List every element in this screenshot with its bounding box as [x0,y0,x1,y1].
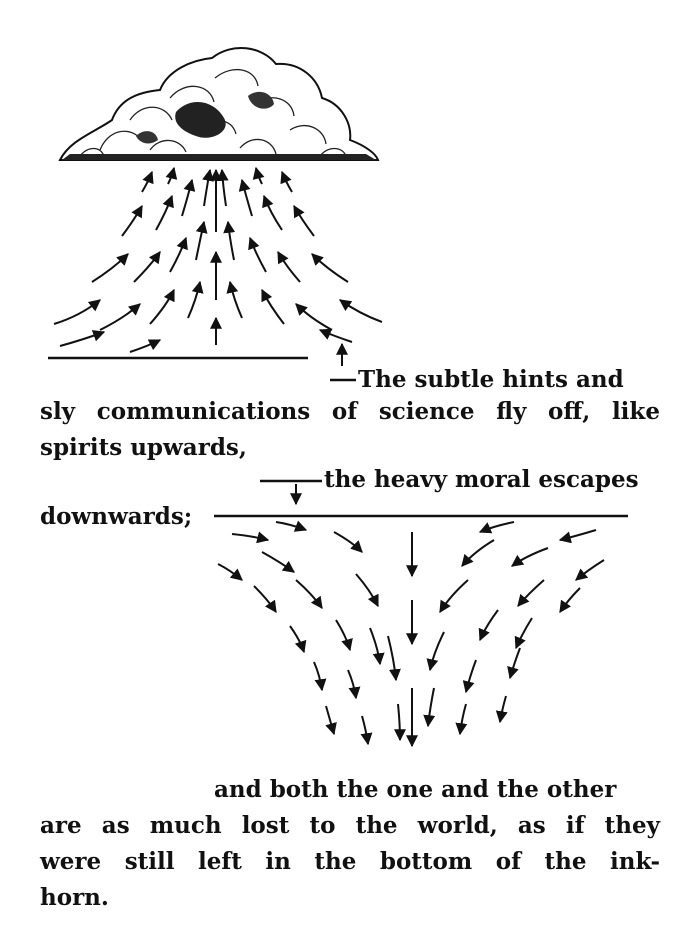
text-line-6: and both the one and the other [214,776,617,803]
downward-arrows [218,522,604,746]
text-line-2: sly communications of science fly off, like [40,398,660,425]
text-line-5: downwards; [40,503,193,530]
upward-arrows [54,168,382,352]
text-line-1: The subtle hints and [358,366,624,393]
cloud-illustration [60,48,378,160]
text-line-8: were still left in the bottom of the ink- [40,848,660,875]
text-line-4: the heavy moral escapes [324,466,639,493]
text-line-7: are as much lost to the world, as if they [40,812,660,839]
text-line-3: spirits upwards, [40,434,247,461]
text-line-9: horn. [40,884,109,911]
